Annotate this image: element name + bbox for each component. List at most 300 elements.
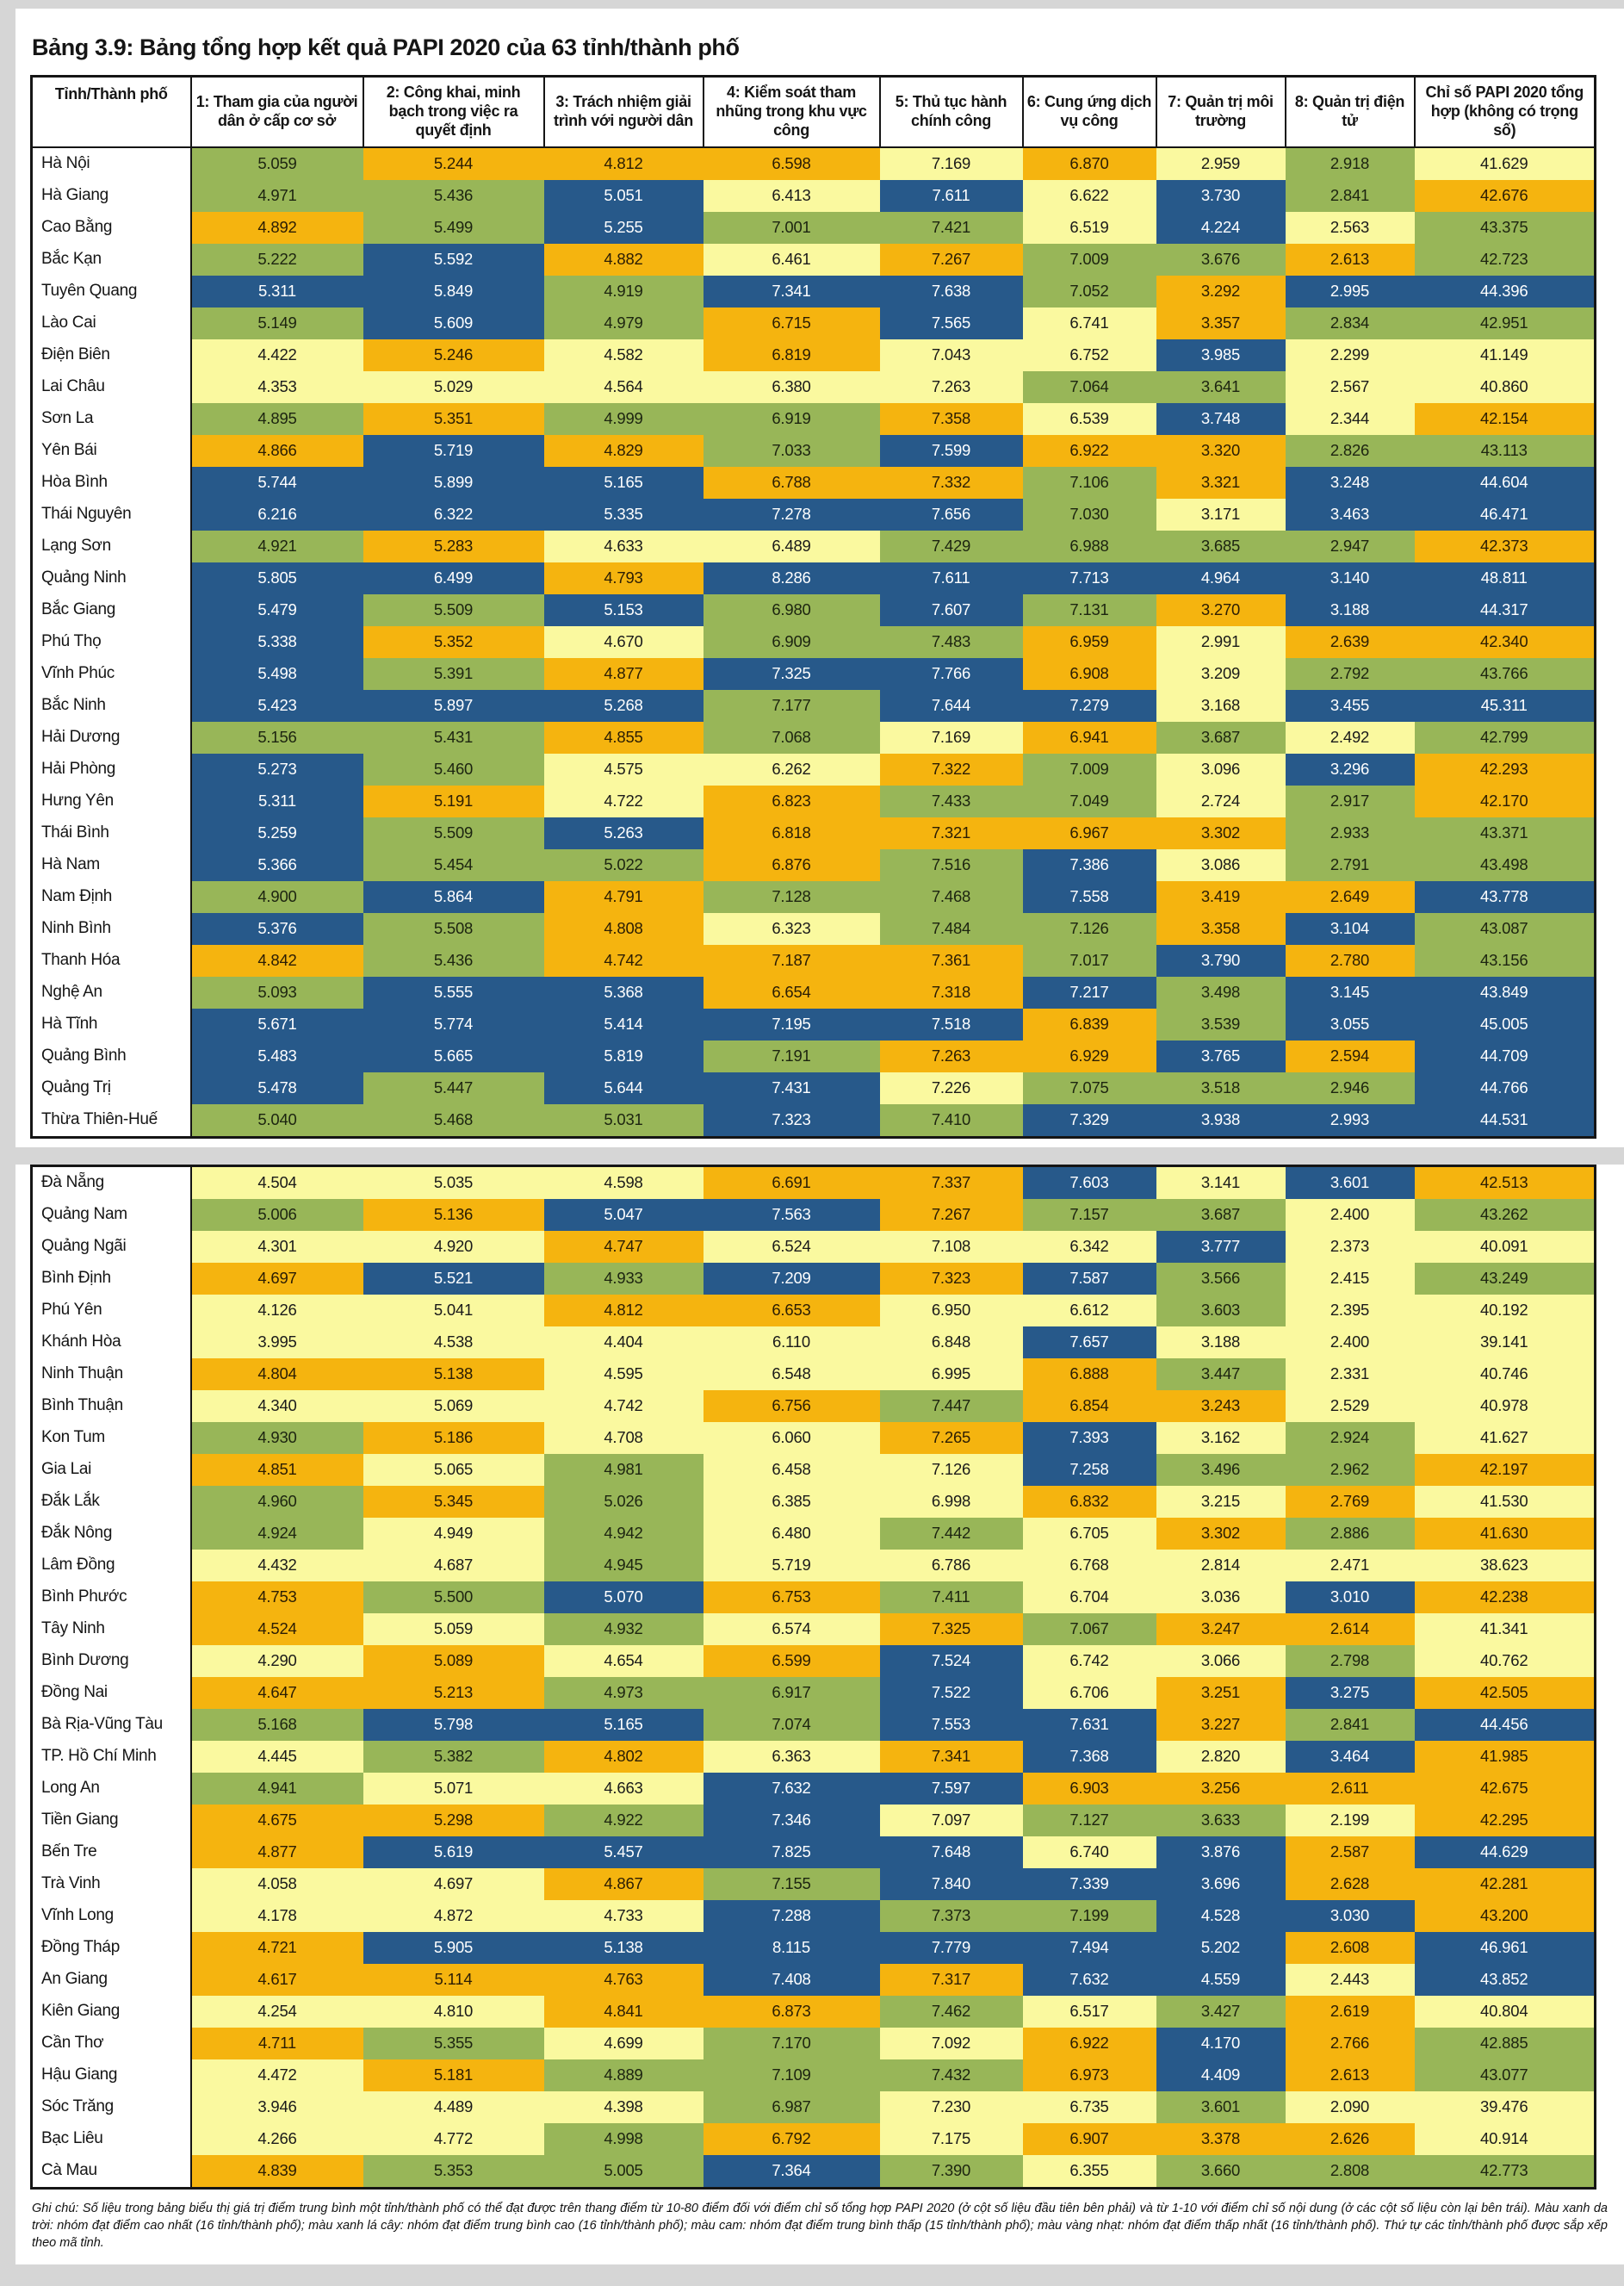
score-cell: 7.318: [880, 977, 1023, 1009]
score-cell: 2.331: [1286, 1358, 1415, 1390]
score-cell: 3.320: [1156, 435, 1286, 467]
score-cell: 3.777: [1156, 1231, 1286, 1263]
score-cell: 4.058: [191, 1868, 363, 1900]
score-cell: 3.464: [1286, 1741, 1415, 1773]
score-cell: 7.341: [880, 1741, 1023, 1773]
score-cell: 7.779: [880, 1932, 1023, 1964]
score-cell: 5.059: [363, 1613, 544, 1645]
score-cell: 4.971: [191, 180, 363, 212]
score-cell: 42.885: [1415, 2028, 1596, 2059]
score-cell: 7.052: [1023, 276, 1156, 307]
score-cell: 8.115: [704, 1932, 880, 1964]
score-cell: 3.209: [1156, 658, 1286, 690]
score-cell: 4.808: [544, 913, 704, 945]
score-cell: 5.311: [191, 276, 363, 307]
score-cell: 4.733: [544, 1900, 704, 1932]
score-cell: 5.899: [363, 467, 544, 499]
score-cell: 7.484: [880, 913, 1023, 945]
score-cell: 4.422: [191, 339, 363, 371]
table-row: [32, 1741, 1596, 1773]
province-name: Phú Yên: [32, 1295, 191, 1326]
score-cell: 5.366: [191, 849, 363, 881]
score-cell: 5.744: [191, 467, 363, 499]
score-cell: 44.531: [1415, 1104, 1596, 1138]
score-cell: 45.311: [1415, 690, 1596, 722]
score-cell: 5.719: [704, 1550, 880, 1581]
score-cell: 42.675: [1415, 1773, 1596, 1805]
score-cell: 5.457: [544, 1836, 704, 1868]
score-cell: 5.468: [363, 1104, 544, 1138]
score-cell: 6.756: [704, 1390, 880, 1422]
score-cell: 4.564: [544, 371, 704, 403]
province-name: Quảng Trị: [32, 1072, 191, 1104]
score-cell: 44.456: [1415, 1709, 1596, 1741]
score-cell: 3.055: [1286, 1009, 1415, 1041]
score-cell: 7.393: [1023, 1422, 1156, 1454]
score-cell: 2.628: [1286, 1868, 1415, 1900]
score-cell: 4.791: [544, 881, 704, 913]
score-cell: 2.834: [1286, 307, 1415, 339]
score-cell: 6.216: [191, 499, 363, 531]
score-cell: 2.946: [1286, 1072, 1415, 1104]
score-cell: 3.321: [1156, 467, 1286, 499]
score-cell: 6.654: [704, 977, 880, 1009]
table-row: [32, 817, 1596, 849]
score-cell: 5.897: [363, 690, 544, 722]
score-cell: 5.483: [191, 1041, 363, 1072]
score-cell: 2.529: [1286, 1390, 1415, 1422]
score-cell: 5.447: [363, 1072, 544, 1104]
province-name: Tuyên Quang: [32, 276, 191, 307]
report-page-part-1: [15, 9, 1624, 1147]
score-cell: 5.156: [191, 722, 363, 754]
score-cell: 7.558: [1023, 881, 1156, 913]
score-cell: 4.617: [191, 1964, 363, 1996]
score-cell: 3.518: [1156, 1072, 1286, 1104]
table-row: [32, 531, 1596, 562]
score-cell: 4.663: [544, 1773, 704, 1805]
table-row: [32, 147, 1596, 180]
score-cell: 2.608: [1286, 1932, 1415, 1964]
score-cell: 4.877: [544, 658, 704, 690]
score-cell: 2.886: [1286, 1518, 1415, 1550]
score-cell: 43.113: [1415, 435, 1596, 467]
province-name: Lai Châu: [32, 371, 191, 403]
province-name: Đồng Nai: [32, 1677, 191, 1709]
table-row: [32, 1104, 1596, 1138]
score-cell: 8.286: [704, 562, 880, 594]
score-cell: 6.458: [704, 1454, 880, 1486]
score-cell: 41.149: [1415, 339, 1596, 371]
score-cell: 7.278: [704, 499, 880, 531]
score-cell: 3.270: [1156, 594, 1286, 626]
score-cell: 7.323: [880, 1263, 1023, 1295]
table-row: [32, 1072, 1596, 1104]
score-cell: 5.509: [363, 594, 544, 626]
score-cell: 5.259: [191, 817, 363, 849]
score-cell: 5.071: [363, 1773, 544, 1805]
score-cell: 7.766: [880, 658, 1023, 690]
score-cell: 7.390: [880, 2155, 1023, 2189]
score-cell: 4.528: [1156, 1900, 1286, 1932]
score-cell: 43.249: [1415, 1263, 1596, 1295]
score-cell: 2.993: [1286, 1104, 1415, 1138]
score-cell: 3.447: [1156, 1358, 1286, 1390]
score-cell: 7.632: [704, 1773, 880, 1805]
score-cell: 5.186: [363, 1422, 544, 1454]
score-cell: 4.960: [191, 1486, 363, 1518]
province-name: Lào Cai: [32, 307, 191, 339]
score-cell: 7.825: [704, 1836, 880, 1868]
score-cell: 46.961: [1415, 1932, 1596, 1964]
score-cell: 7.599: [880, 435, 1023, 467]
score-cell: 3.660: [1156, 2155, 1286, 2189]
score-cell: 2.090: [1286, 2091, 1415, 2123]
score-cell: 7.563: [704, 1199, 880, 1231]
table-row: [32, 1358, 1596, 1390]
score-cell: 43.778: [1415, 881, 1596, 913]
score-cell: 7.332: [880, 467, 1023, 499]
score-cell: 4.575: [544, 754, 704, 786]
table-row: [32, 1900, 1596, 1932]
score-cell: 6.060: [704, 1422, 880, 1454]
score-cell: 42.154: [1415, 403, 1596, 435]
score-cell: 4.867: [544, 1868, 704, 1900]
column-header: 3: Trách nhiệm giải trình với người dân: [544, 77, 704, 147]
score-cell: 3.066: [1156, 1645, 1286, 1677]
score-cell: 5.454: [363, 849, 544, 881]
score-cell: 7.195: [704, 1009, 880, 1041]
score-cell: 4.842: [191, 945, 363, 977]
score-cell: 7.317: [880, 1964, 1023, 1996]
score-cell: 7.157: [1023, 1199, 1156, 1231]
score-cell: 3.168: [1156, 690, 1286, 722]
score-cell: 5.070: [544, 1581, 704, 1613]
column-header: 2: Công khai, minh bạch trong việc ra quyết định: [363, 77, 544, 147]
score-cell: 7.230: [880, 2091, 1023, 2123]
province-name: Thanh Hóa: [32, 945, 191, 977]
score-cell: 3.215: [1156, 1486, 1286, 1518]
score-cell: 5.191: [363, 786, 544, 817]
score-cell: 6.870: [1023, 147, 1156, 180]
score-cell: 38.623: [1415, 1550, 1596, 1581]
score-cell: 5.368: [544, 977, 704, 1009]
score-cell: 5.089: [363, 1645, 544, 1677]
score-cell: 3.162: [1156, 1422, 1286, 1454]
score-cell: 7.131: [1023, 594, 1156, 626]
table-header: [32, 77, 1596, 147]
score-cell: 6.499: [363, 562, 544, 594]
score-cell: 43.371: [1415, 817, 1596, 849]
province-name: Lâm Đồng: [32, 1550, 191, 1581]
score-cell: 4.812: [544, 147, 704, 180]
score-cell: 42.281: [1415, 1868, 1596, 1900]
table-row: [32, 1645, 1596, 1677]
score-cell: 7.524: [880, 1645, 1023, 1677]
score-cell: 5.555: [363, 977, 544, 1009]
score-cell: 4.889: [544, 2059, 704, 2091]
score-cell: 4.340: [191, 1390, 363, 1422]
province-name: Bắc Kạn: [32, 244, 191, 276]
score-cell: 3.096: [1156, 754, 1286, 786]
score-cell: 3.603: [1156, 1295, 1286, 1326]
score-cell: 3.765: [1156, 1041, 1286, 1072]
score-cell: 5.022: [544, 849, 704, 881]
score-cell: 5.509: [363, 817, 544, 849]
province-name: Hậu Giang: [32, 2059, 191, 2091]
score-cell: 3.086: [1156, 849, 1286, 881]
score-cell: 5.136: [363, 1199, 544, 1231]
score-cell: 41.627: [1415, 1422, 1596, 1454]
score-cell: 4.711: [191, 2028, 363, 2059]
score-cell: 4.942: [544, 1518, 704, 1550]
score-cell: 2.344: [1286, 403, 1415, 435]
score-cell: 2.933: [1286, 817, 1415, 849]
score-cell: 2.649: [1286, 881, 1415, 913]
score-cell: 5.849: [363, 276, 544, 307]
score-cell: 4.895: [191, 403, 363, 435]
score-cell: 4.812: [544, 1295, 704, 1326]
report-page-part-2: [15, 1165, 1624, 2264]
score-cell: 5.644: [544, 1072, 704, 1104]
score-cell: 5.479: [191, 594, 363, 626]
score-cell: 3.685: [1156, 531, 1286, 562]
score-cell: 43.498: [1415, 849, 1596, 881]
score-cell: 3.145: [1286, 977, 1415, 1009]
score-cell: 7.358: [880, 403, 1023, 435]
score-cell: 7.603: [1023, 1165, 1156, 1199]
score-cell: 40.860: [1415, 371, 1596, 403]
score-cell: 4.538: [363, 1326, 544, 1358]
score-cell: 43.087: [1415, 913, 1596, 945]
score-cell: 2.443: [1286, 1964, 1415, 1996]
score-cell: 4.224: [1156, 212, 1286, 244]
score-cell: 5.798: [363, 1709, 544, 1741]
table-row: [32, 594, 1596, 626]
score-cell: 4.489: [363, 2091, 544, 2123]
score-cell: 5.819: [544, 1041, 704, 1072]
table-row: [32, 977, 1596, 1009]
score-cell: 41.985: [1415, 1741, 1596, 1773]
score-cell: 4.432: [191, 1550, 363, 1581]
score-cell: 6.922: [1023, 2028, 1156, 2059]
score-cell: 7.518: [880, 1009, 1023, 1041]
score-cell: 3.030: [1286, 1900, 1415, 1932]
score-cell: 6.973: [1023, 2059, 1156, 2091]
score-cell: 5.774: [363, 1009, 544, 1041]
score-cell: 5.500: [363, 1581, 544, 1613]
score-cell: 4.924: [191, 1518, 363, 1550]
score-cell: 7.565: [880, 307, 1023, 339]
province-name: Đắk Lắk: [32, 1486, 191, 1518]
score-cell: 6.987: [704, 2091, 880, 2123]
score-cell: 6.922: [1023, 435, 1156, 467]
score-cell: 4.998: [544, 2123, 704, 2155]
score-cell: 5.351: [363, 403, 544, 435]
province-name: Tiền Giang: [32, 1805, 191, 1836]
score-cell: 7.346: [704, 1805, 880, 1836]
table-title: Bảng 3.9: Bảng tổng hợp kết quả PAPI 2020 của 63 tỉnh/thành phố: [32, 34, 740, 60]
score-cell: 6.322: [363, 499, 544, 531]
score-cell: 3.946: [191, 2091, 363, 2123]
province-name: Khánh Hòa: [32, 1326, 191, 1358]
score-cell: 7.329: [1023, 1104, 1156, 1138]
score-cell: 7.001: [704, 212, 880, 244]
score-cell: 6.967: [1023, 817, 1156, 849]
score-cell: 7.108: [880, 1231, 1023, 1263]
score-cell: 5.905: [363, 1932, 544, 1964]
province-name: Bình Phước: [32, 1581, 191, 1613]
score-cell: 6.598: [704, 147, 880, 180]
score-cell: 5.671: [191, 1009, 363, 1041]
score-cell: 2.613: [1286, 2059, 1415, 2091]
score-cell: 6.903: [1023, 1773, 1156, 1805]
score-cell: 6.413: [704, 180, 880, 212]
score-cell: 4.772: [363, 2123, 544, 2155]
score-cell: 43.852: [1415, 1964, 1596, 1996]
score-cell: 7.126: [1023, 913, 1156, 945]
score-cell: 42.197: [1415, 1454, 1596, 1486]
score-cell: 4.598: [544, 1165, 704, 1199]
score-cell: 41.630: [1415, 1518, 1596, 1550]
score-cell: 44.604: [1415, 467, 1596, 499]
score-cell: 43.262: [1415, 1199, 1596, 1231]
score-cell: 3.601: [1286, 1165, 1415, 1199]
score-cell: 40.746: [1415, 1358, 1596, 1390]
province-name: Bắc Ninh: [32, 690, 191, 722]
score-cell: 7.155: [704, 1868, 880, 1900]
score-cell: 7.462: [880, 1996, 1023, 2028]
score-cell: 7.199: [1023, 1900, 1156, 1932]
score-cell: 42.505: [1415, 1677, 1596, 1709]
score-cell: 7.341: [704, 276, 880, 307]
score-cell: 44.396: [1415, 276, 1596, 307]
score-cell: 6.715: [704, 307, 880, 339]
score-cell: 7.127: [1023, 1805, 1156, 1836]
score-cell: 40.804: [1415, 1996, 1596, 2028]
score-cell: 7.064: [1023, 371, 1156, 403]
score-cell: 3.140: [1286, 562, 1415, 594]
score-cell: 5.352: [363, 626, 544, 658]
table-row: [32, 1041, 1596, 1072]
score-cell: 6.380: [704, 371, 880, 403]
score-cell: 4.708: [544, 1422, 704, 1454]
score-cell: 5.047: [544, 1199, 704, 1231]
score-cell: 3.302: [1156, 817, 1286, 849]
score-cell: 6.848: [880, 1326, 1023, 1358]
score-cell: 5.521: [363, 1263, 544, 1295]
score-cell: 4.404: [544, 1326, 704, 1358]
province-name: Sơn La: [32, 403, 191, 435]
score-cell: 42.340: [1415, 626, 1596, 658]
score-cell: 2.400: [1286, 1199, 1415, 1231]
score-cell: 40.914: [1415, 2123, 1596, 2155]
table-row: [32, 467, 1596, 499]
score-cell: 5.665: [363, 1041, 544, 1072]
table-row: [32, 690, 1596, 722]
score-cell: 6.786: [880, 1550, 1023, 1581]
table-row: [32, 435, 1596, 467]
score-cell: 3.995: [191, 1326, 363, 1358]
score-cell: 4.941: [191, 1773, 363, 1805]
table-row: [32, 1263, 1596, 1295]
score-cell: 4.933: [544, 1263, 704, 1295]
score-cell: 42.676: [1415, 180, 1596, 212]
score-cell: 7.265: [880, 1422, 1023, 1454]
score-cell: 7.177: [704, 690, 880, 722]
score-cell: 3.566: [1156, 1263, 1286, 1295]
score-cell: 5.040: [191, 1104, 363, 1138]
score-cell: 6.480: [704, 1518, 880, 1550]
score-cell: 4.872: [363, 1900, 544, 1932]
province-name: Bình Dương: [32, 1645, 191, 1677]
score-cell: 4.855: [544, 722, 704, 754]
score-cell: 3.256: [1156, 1773, 1286, 1805]
score-cell: 2.626: [1286, 2123, 1415, 2155]
score-cell: 4.353: [191, 371, 363, 403]
score-cell: 4.981: [544, 1454, 704, 1486]
score-cell: 7.033: [704, 435, 880, 467]
score-cell: 6.823: [704, 786, 880, 817]
score-cell: 3.188: [1286, 594, 1415, 626]
score-cell: 4.839: [191, 2155, 363, 2189]
score-cell: 2.841: [1286, 180, 1415, 212]
header-row: [32, 77, 1596, 147]
score-cell: 4.290: [191, 1645, 363, 1677]
table-row: [32, 849, 1596, 881]
table-row: [32, 1518, 1596, 1550]
province-name: Bình Định: [32, 1263, 191, 1295]
score-cell: 5.153: [544, 594, 704, 626]
score-cell: 4.747: [544, 1231, 704, 1263]
score-cell: 48.811: [1415, 562, 1596, 594]
score-cell: 7.106: [1023, 467, 1156, 499]
score-cell: 2.567: [1286, 371, 1415, 403]
score-cell: 4.675: [191, 1805, 363, 1836]
table-row: [32, 1231, 1596, 1263]
table-row: [32, 1581, 1596, 1613]
score-cell: 2.471: [1286, 1550, 1415, 1581]
score-cell: 3.938: [1156, 1104, 1286, 1138]
score-cell: 5.460: [363, 754, 544, 786]
score-cell: 41.629: [1415, 147, 1596, 180]
score-cell: 3.730: [1156, 180, 1286, 212]
table-row: [32, 1709, 1596, 1741]
score-cell: 2.766: [1286, 2028, 1415, 2059]
score-cell: 3.748: [1156, 403, 1286, 435]
score-cell: 7.092: [880, 2028, 1023, 2059]
score-cell: 3.498: [1156, 977, 1286, 1009]
score-cell: 2.563: [1286, 212, 1415, 244]
table-row: [32, 2059, 1596, 2091]
score-cell: 5.246: [363, 339, 544, 371]
score-cell: 7.632: [1023, 1964, 1156, 1996]
table-row: [32, 881, 1596, 913]
score-cell: 40.762: [1415, 1645, 1596, 1677]
score-cell: 4.582: [544, 339, 704, 371]
score-cell: 5.026: [544, 1486, 704, 1518]
score-cell: 7.713: [1023, 562, 1156, 594]
score-cell: 5.029: [363, 371, 544, 403]
score-cell: 43.077: [1415, 2059, 1596, 2091]
score-cell: 7.431: [704, 1072, 880, 1104]
score-cell: 7.109: [704, 2059, 880, 2091]
score-cell: 7.009: [1023, 754, 1156, 786]
score-cell: 3.641: [1156, 371, 1286, 403]
score-cell: 6.355: [1023, 2155, 1156, 2189]
score-cell: 6.704: [1023, 1581, 1156, 1613]
score-cell: 3.275: [1286, 1677, 1415, 1709]
